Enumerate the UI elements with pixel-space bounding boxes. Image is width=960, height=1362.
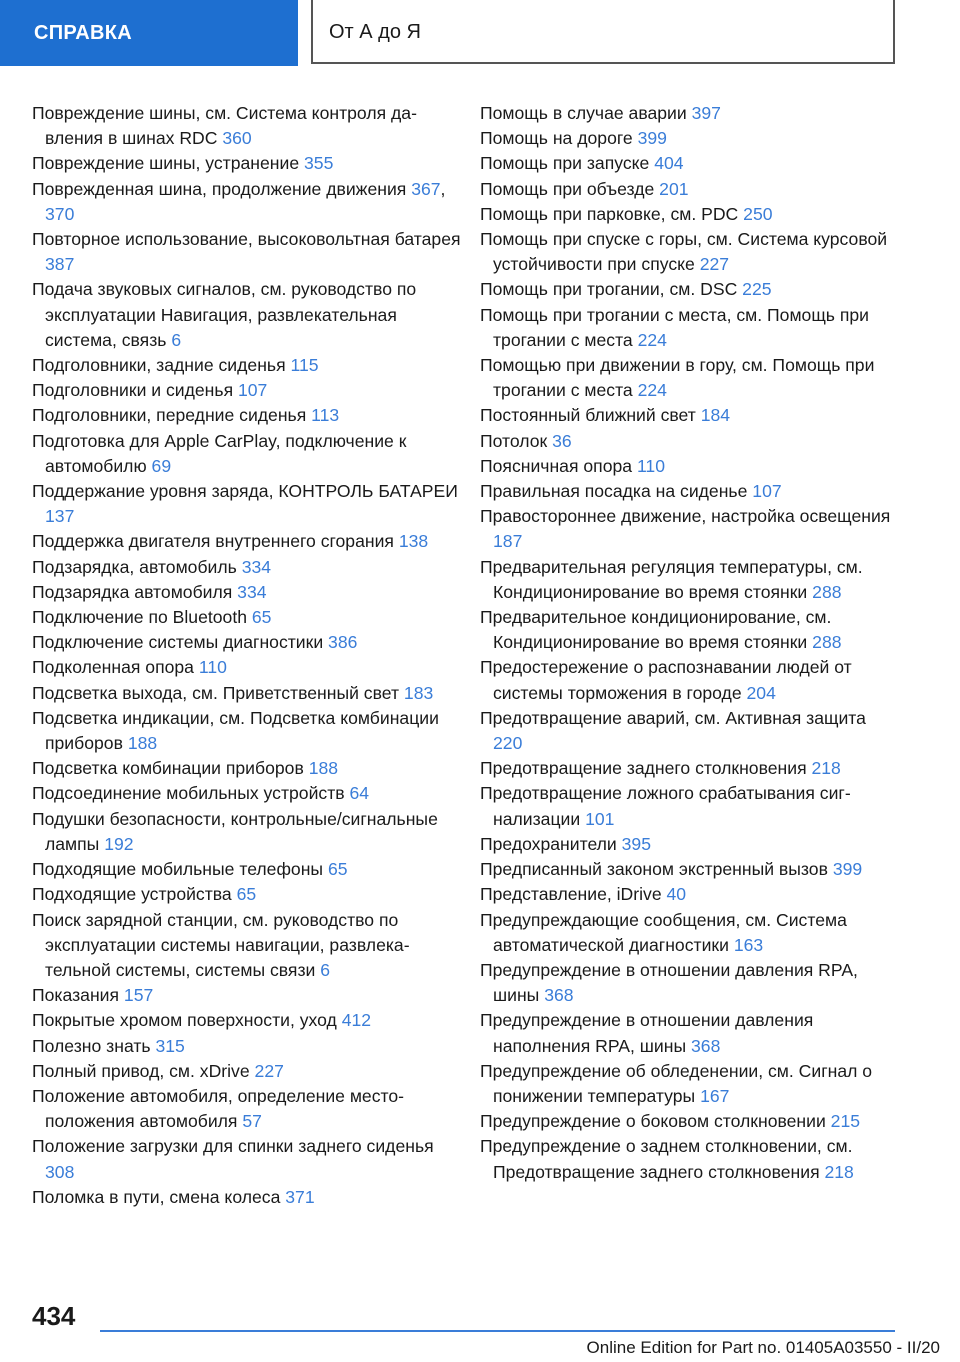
page-reference-link[interactable]: 395 (621, 833, 651, 854)
chapter-title: От А до Я (311, 0, 895, 64)
index-entry (480, 1059, 900, 1109)
index-entry-term: Поврежденная шина, продолжение движения (32, 178, 412, 199)
index-entry (480, 403, 900, 428)
index-entry (480, 655, 900, 705)
index-entry (32, 101, 462, 151)
page-reference-link[interactable]: 101 (585, 808, 615, 829)
index-entry-term: Подготовка для Apple CarPlay, подключение к автомобилю (32, 430, 407, 476)
index-entry (32, 857, 462, 882)
index-entry-term: Положение загрузки для спинки заднего сиденья (32, 1136, 434, 1157)
index-entry (32, 1059, 462, 1084)
index-entry (480, 454, 900, 479)
index-entry-term: Поддержка двигателя внутреннего сгорания (32, 531, 399, 552)
page-reference-link[interactable]: 224 (637, 329, 667, 350)
page-reference-link[interactable]: 360 (222, 128, 252, 149)
page-reference-link[interactable]: 387 (45, 254, 75, 275)
index-entry-term: Подсветка комбинации приборов (32, 758, 309, 779)
index-entry (480, 429, 900, 454)
page-reference-link[interactable]: 183 (403, 682, 434, 703)
index-entry-term: Предупреждение о заднем столкновении, см. Предотвращение заднего столкновения (480, 1136, 853, 1182)
index-entry (32, 378, 462, 403)
page-reference-link[interactable]: 355 (304, 153, 334, 174)
page-reference-link[interactable]: 218 (811, 758, 841, 779)
index-entry-term: Подушки безопасности, контрольные/сигнальные лампы (32, 808, 438, 854)
index-entry-term: Помощь при запуске (480, 153, 655, 174)
index-entry (32, 353, 462, 378)
page-reference-link[interactable]: 386 (328, 632, 358, 653)
index-entry (32, 580, 462, 605)
page-reference-link[interactable]: 371 (285, 1186, 315, 1207)
index-entry-term: Повреждение шины, устранение (32, 153, 305, 174)
index-entry (32, 177, 462, 227)
page-reference-link[interactable]: 163 (733, 934, 764, 955)
page-reference-link[interactable]: 57 (242, 1111, 262, 1132)
page-reference-link[interactable]: 204 (746, 682, 776, 703)
index-entry-term: Подголовники, задние сиденья (32, 355, 291, 376)
index-entry (480, 555, 900, 605)
index-entry-term: Подключение по Bluetooth (32, 607, 252, 628)
page-reference-link[interactable]: 220 (493, 733, 523, 754)
index-entry-term: Поиск зарядной станции, см. руководство по эксплуатации системы навигации, развлекательной системы, системы связи (32, 909, 410, 980)
index-entry-term: Поломка в пути, смена колеса (32, 1186, 286, 1207)
index-entry (480, 706, 900, 756)
index-entry (480, 1134, 900, 1184)
index-entry (32, 1185, 462, 1210)
page-reference-link[interactable]: 399 (832, 859, 863, 880)
index-entry (480, 303, 900, 353)
index-entry (480, 958, 900, 1008)
index-entry (480, 605, 900, 655)
page-reference-link[interactable]: 227 (699, 254, 730, 275)
index-entry (32, 706, 462, 756)
page-reference-link[interactable]: 36 (552, 430, 572, 451)
index-entry (32, 227, 462, 277)
index-entry-term: Подсветка выхода, см. Приветственный свет (32, 682, 404, 703)
index-entry (480, 1109, 900, 1134)
index-entry-term: Предотвращение аварий, см. Активная защита (480, 707, 866, 728)
index-entry (32, 529, 462, 554)
index-entry-term: Подача звуковых сигналов, см. руководство по эксплуатации Навигация, развлекательная система, связь (32, 279, 417, 350)
index-entry (32, 403, 462, 428)
index-entry (32, 908, 462, 984)
page-reference-link[interactable]: 224 (637, 380, 667, 401)
page-reference-link[interactable]: 367 (411, 178, 441, 199)
index-entry (32, 605, 462, 630)
index-entry (32, 882, 462, 907)
index-entry-term: Положение автомобиля, определение местоположения автомобиля (32, 1085, 405, 1132)
index-entry (480, 353, 900, 403)
index-entry-term: Представление, iDrive (480, 884, 667, 905)
index-entry (32, 1008, 462, 1033)
index-entry-term: Поясничная опора (480, 455, 637, 476)
index-entry (480, 151, 900, 176)
index-entry (32, 655, 462, 680)
index-entry-term: Подсветка индикации, см. Подсветка комбинации приборов (32, 707, 439, 754)
index-entry-term: Помощь при трогании, см. DSC (480, 279, 743, 300)
index-entry-term: Подголовники и сиденья (32, 380, 238, 401)
page-reference-link[interactable]: 113 (311, 405, 340, 426)
index-entry (32, 1084, 462, 1134)
index-entry-term: Предупреждение об обледенении, см. Сигнал о понижении температуры (480, 1060, 873, 1106)
index-entry-term: Показания (32, 985, 124, 1006)
index-entry-term: Подголовники, передние сиденья (32, 405, 312, 426)
index-entry-term: Подходящие устройства (32, 884, 237, 905)
index-entry-term: Потолок (480, 430, 553, 451)
index-entry (32, 1134, 462, 1184)
index-entry (480, 781, 900, 831)
index-entry (480, 101, 900, 126)
page-reference-link[interactable]: 65 (327, 859, 348, 880)
page-reference-link[interactable]: 334 (241, 556, 272, 577)
index-entry (32, 1034, 462, 1059)
index-column-left (32, 101, 462, 1210)
edition-note: Online Edition for Part no. 01405A03550 - II/20 (586, 1338, 940, 1357)
page-reference-link[interactable]: 288 (812, 581, 842, 602)
page-reference-link[interactable]: 192 (104, 833, 134, 854)
index-entry (480, 756, 900, 781)
index-entry (32, 429, 462, 479)
page-reference-link[interactable]: 188 (308, 758, 339, 779)
index-entry (32, 807, 462, 857)
page-reference-link[interactable]: 188 (127, 733, 158, 754)
index-entry-term: Полный привод, см. xDrive (32, 1060, 255, 1081)
footer-divider (100, 1330, 895, 1332)
page-reference-link[interactable]: 397 (691, 103, 721, 123)
page-reference-link[interactable]: 250 (743, 203, 773, 224)
index-entry-term: Постоянный ближний свет (480, 405, 701, 426)
index-entry-term: Покрытые хромом поверхности, уход (32, 1010, 342, 1031)
page-header (0, 0, 960, 66)
index-entry-term: Подключение системы диагностики (32, 632, 329, 653)
index-entry (480, 857, 900, 882)
index-entry-term: Предотвращение заднего столкновения (480, 758, 812, 779)
index-entry-term: Помощь в случае аварии (480, 103, 692, 123)
index-entry (32, 983, 462, 1008)
index-entry-term: Предварительная регуляция температуры, см. Кондиционирование во время стоянки (480, 556, 863, 602)
index-entry-term: Предупреждение в отношении давления RPA, шины (480, 959, 858, 1006)
page-reference-link[interactable]: 201 (659, 178, 689, 199)
page-reference-link[interactable]: 65 (251, 607, 272, 628)
index-entry-term: Предупреждающие сообщения, см. Система автоматической диагностики (480, 909, 847, 955)
page-reference-link[interactable]: 288 (812, 632, 842, 653)
page-reference-link[interactable]: 227 (254, 1060, 284, 1081)
index-entry-term: Помощь при трогании с места, см. Помощь при трогании с места (480, 304, 870, 350)
index-entry-term: Повреждение шины, см. Система контроля давления в шинах RDC (32, 103, 417, 149)
page-reference-link[interactable]: 167 (700, 1085, 730, 1106)
index-entry-term: Повторное использование, высоковольтная батарея (32, 229, 461, 250)
index-entry-term: Предписанный законом экстренный вызов (480, 859, 833, 880)
index-entry-term: Помощью при движении в гору, см. Помощь при трогании с места (480, 355, 875, 401)
page-reference-link[interactable]: 69 (151, 455, 172, 476)
page-reference-link[interactable]: 64 (349, 783, 370, 804)
index-entry (32, 479, 462, 529)
page-reference-link[interactable]: 110 (198, 657, 227, 678)
index-entry-term: Подзарядка автомобиля (32, 581, 238, 602)
page-reference-link[interactable]: 6 (171, 329, 182, 350)
index-entry (480, 832, 900, 857)
page-reference-link[interactable]: 370 (45, 203, 75, 224)
index-entry-term: Предотвращение ложного срабатывания сигнализации (480, 783, 851, 829)
index-entry (480, 908, 900, 958)
index-entry (480, 202, 900, 227)
index-entry-term: Поддержание уровня заряда, КОНТРОЛЬ БАТАРЕИ (32, 481, 458, 502)
page-reference-link[interactable]: 215 (830, 1111, 861, 1132)
page-reference-link[interactable]: 40 (666, 884, 687, 905)
page-reference-link[interactable]: 334 (237, 581, 267, 602)
index-column-right (480, 101, 900, 1185)
index-entry (32, 555, 462, 580)
page-number: 434 (32, 1301, 76, 1331)
page-reference-link[interactable]: 412 (341, 1010, 372, 1031)
index-entry-term: Помощь при объезде (480, 178, 660, 199)
index-entry (32, 630, 462, 655)
index-entry (32, 781, 462, 806)
index-entry (480, 504, 900, 554)
index-entry-term: Помощь на дороге (480, 128, 638, 149)
index-entry-term: Предупреждение в отношении давления наполнения RPA, шины (480, 1010, 814, 1056)
page-reference-link[interactable]: 368 (544, 985, 574, 1006)
page-reference-link[interactable]: 157 (123, 985, 154, 1006)
index-entry (480, 1008, 900, 1058)
index-entry (480, 277, 900, 302)
index-entry-term: Предупреждение о боковом столкновении (480, 1111, 831, 1132)
page-reference-link[interactable]: 225 (742, 279, 772, 300)
index-entry (32, 756, 462, 781)
index-entry (480, 479, 900, 504)
index-entry-term: Помощь при спуске с горы, см. Система курсовой устойчивости при спуске (480, 229, 888, 275)
page-reference-link[interactable]: 308 (45, 1161, 75, 1182)
page-reference-link[interactable]: 368 (691, 1035, 721, 1056)
index-entry-term: Полезно знать (32, 1035, 156, 1056)
index-entry-term: Предварительное кондиционирование, см. Кондиционирование во время стоянки (480, 607, 832, 653)
page-reference-link[interactable]: 65 (236, 884, 257, 905)
index-entry (480, 882, 900, 907)
index-entry (32, 277, 462, 353)
page-reference-link[interactable]: 187 (493, 531, 523, 552)
page-reference-link[interactable]: 115 (290, 355, 319, 376)
index-entry-term: Предостережение о распознавании людей от системы торможения в городе (480, 657, 852, 703)
index-entry-term: Правостороннее движение, настройка освещения (480, 506, 891, 527)
section-tab: СПРАВКА (0, 0, 298, 66)
index-entry-term: Подзарядка, автомобиль (32, 556, 242, 577)
index-entry-term: Подходящие мобильные телефоны (32, 859, 328, 880)
page-reference-link[interactable]: 184 (700, 405, 731, 426)
page-separator: , (440, 178, 446, 199)
page-reference-link[interactable]: 315 (155, 1035, 185, 1056)
page-reference-link[interactable]: 404 (654, 153, 684, 174)
page-reference-link[interactable]: 110 (636, 455, 665, 476)
index-entry-term: Правильная посадка на сиденье (480, 481, 753, 502)
index-entry-term: Подколенная опора (32, 657, 199, 678)
index-entry (480, 227, 900, 277)
index-entry (32, 151, 462, 176)
index-entry (480, 177, 900, 202)
page-reference-link[interactable]: 399 (637, 128, 667, 149)
page-reference-link[interactable]: 107 (752, 481, 782, 502)
page-reference-link[interactable]: 107 (237, 380, 268, 401)
index-entry-term: Предохранители (480, 833, 622, 854)
index-entry (32, 681, 462, 706)
page-reference-link[interactable]: 218 (824, 1161, 854, 1182)
page-reference-link[interactable]: 138 (398, 531, 429, 552)
index-entry-term: Подсоединение мобильных устройств (32, 783, 350, 804)
page-reference-link[interactable]: 6 (320, 959, 331, 980)
index-entry (480, 126, 900, 151)
index-entry-term: Помощь при парковке, см. PDC (480, 203, 744, 224)
page-reference-link[interactable]: 137 (45, 506, 75, 527)
